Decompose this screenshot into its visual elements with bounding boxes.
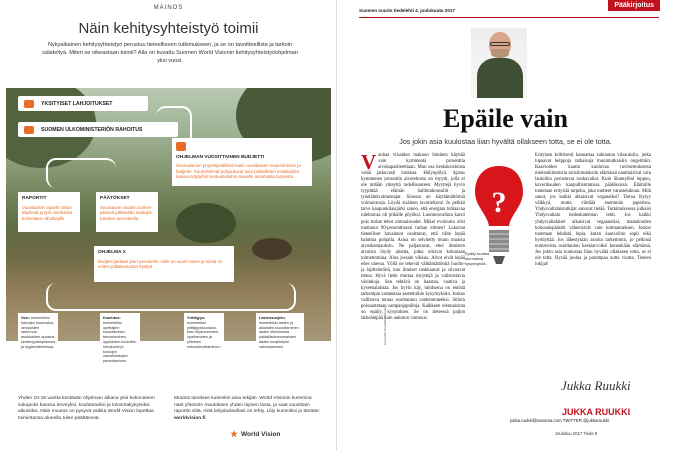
card-title: Yrittäjyys:: [187, 316, 206, 320]
author-portrait: [471, 28, 527, 98]
card-text: esimerkiksi yrittäjyyskoulutus, tuen kirjautuminen, opettaminen ja yhteisen mikrolainoittaminen.: [187, 320, 221, 349]
budget-title: OHJELMAN VUOSITTAINEN BUDJETTI: [176, 154, 265, 160]
flow-arrow: [156, 106, 192, 154]
program-text: Budjetti jaetaan pien perustelle, mille on suurin tarve ja mistä on eniten pitkäkestoista hyötyä.: [98, 258, 223, 270]
author-name: JUKKA RUUKKI: [562, 407, 631, 417]
logo-text: World Vision: [241, 430, 281, 438]
world-vision-logo: [230, 430, 281, 438]
ad-footer-left: Yhden 10-15 vuotta kestävän ohjelman aikana yksi kokonainen sukupolvi kanssa terveyksi, koulutetuiksi ja toimintakykyisiksi aikuisiksi. Näin muutos on pysyvä vaikka World Vision lopettaa toimintansa alueella tulee päättäessä.: [18, 396, 155, 421]
budget-box: [172, 138, 312, 186]
headline: Epäile vain: [443, 104, 568, 133]
card-title: Koulutus:: [103, 316, 121, 320]
program-box: [94, 246, 234, 282]
page-footer: Joulukuu 2017 Tiede 5: [555, 431, 598, 436]
portrait-shirt: [477, 58, 523, 98]
decisions-box: [96, 192, 158, 232]
card-water: [18, 313, 58, 363]
coins-icon: [24, 100, 34, 108]
illustration-caption: Epäily tuottaa olennaisia kysymyksiä.: [465, 251, 490, 266]
card-child-protection: [256, 313, 304, 363]
svg-text:?: ?: [491, 186, 507, 219]
editorial-page: [337, 0, 674, 450]
ministry-banner: [18, 122, 178, 137]
reports-text: Vuosittaiset raportit rahan käytöstä ja työn tuloksista kolmelaan rahoittajille.: [22, 204, 73, 221]
column-1: [361, 150, 465, 322]
author-contact[interactable]: jukka.ruukki@sanoma.com TWITTER @jukkaruukki: [510, 418, 609, 423]
decisions-title: PÄÄTÖKSET: [100, 196, 130, 201]
tree-shape: [176, 203, 236, 243]
flow-arrow: [46, 158, 116, 188]
card-entrepreneurship: [184, 313, 224, 363]
column-1-text: anhaa viisaiden makuun ihminen käyttää vain kymmentä prosenttia aivokapasiteettiaan. Muu osa keskuksistoista vetää jatkuvasti lonkkaa. Hölynpölyä. Ajatus kymmenen prosentin aivotehosta on myytti, jolla ei ole mitään yhteyttä todellisuuteen. Myyttejä hyvin tyypittää elämän hallintakonsultit ja työelämävalmentajat. Sinussa on käyttämättömiä voimavaroja. Löydä sisäinen tavoiteltava! Jo pelkkä tarve kaupunkilaisjärki sanoo, että energiaa tuhlaavaa tulehtavaa oli pitkälle pöyöksi. Luonnonvalinta karsii pois turhat tehot ominaisuudet. Mikei evoluutio olisi tuottanut 90-prosenttisesti turhan elimen? Lukuisat tieteelliset havainnot osoittavat, että välte lepää haluttua pohjalla. Asioa on selvitetty muun muassa aivoskannauksin. Ne paljastavat, ettei ihmisten aivoista löydy alueita, jotka olisivat kokonaan toimettomina. Aina jossain vikkuu. Aivot eivät lepää edes unessa. Yöllä ne tekevät välttämättömiä huolto- ja lajittelutöitä, kun ihmiset tankkaavat ja siivoavat tietoa. Hyvä tiede murtaa myyttejä ja valistustavia väsinkoja. Sen tehtävä on haastaa, vaativa ja kyseenalaistaa. Jos hyvin käy, tuloksena on entistä tarkempia vastauksia asetettuihin kysymyksiin. Joskus vallitseva totuus osoittautuu vanhentuneeksi. Silloin poissaotetaan sampanjapulloja. Kaikkeen olennaisinta on epäily, kysyminen. Se on tieteessä paljon tärkeämpää kuin aukoton varmuus.: [361, 153, 465, 322]
column-2-text: Erityisen kriittisesti kannattaa suhtautua viisauksiin, jotka lupaavat helppoja ratkaisuja monimutkaisiin ongelmiin. Kaavioiden kautta kuuluvaa ravitsemuksessa mielenkiintoisiin tulisiintuloksiin elämässä nauttiaisivat vain lautoihin perustuvat ruokavaliot. Kuin Shamylöni loppuu, kaverikauden kaupullisimmissa päätöksissä. Eläimille tuotetaan erityisiä tarpeita, joka tuotteet varastelukuun. Mitä sanot, jos kaikki alkaisivat veganeiksi? Tietoa löytyy välkkyä, mutta viittäää enemmän paperista. Yhdysvaltalaistutkijat sanovat tietää. Tutkimuksessa julkaisi Yhdysvaltain tiedeakatemian lehti. Jos kaikki yhdysvaltalaiset alkaisivat vegaaneiksi, maatalouden kokonaispäästöt vähenisivät vain kolmanneksen. Joskus tuotetaan lehdistä lupia, kuten kaavioihin sopii eikä hyödyttää. Jos lähestytään asioita tarkemmin, jo pelkistä numeroista osoittautuu keskiarvoiksi kenenkään elämässä. Jos jokin asia kuulostaa liian hyvältä ollakseen totta, se ei ole totta. Hyvää joulua ja parempaa uutta vuotta, Tieteen lukijat!: [535, 153, 651, 267]
publication-line: Suomen suurin tiedelehti 4. joulukuuta 2017: [359, 8, 455, 13]
ad-intro: Nykyaikainen kehitysyhteistyö perustuu tieteelliseen tutkimukseen, ja se on tavoitteellista ja tarkoin säädeltyä. Miten se oikeastaan toimii? Alla on kuvattu Suomen World Visionin kehitysyhteistyöohjelman yksi vuosi.: [42, 42, 298, 64]
ad-kicker: MAINOS: [153, 5, 184, 11]
deck: Jos jokin asia kuulostaa liian hyvältä ollakseen totta, se ei ole totta.: [399, 137, 612, 146]
funding-icon: [24, 126, 34, 134]
card-title: Lastensuojelu:: [259, 316, 286, 320]
budget-text: Suomalainen projektipäällikkö laatii vuosittaisen suunnitelman ja budjetin. Suunnitelmat pohjautuvat aina paikallisten asukkaiden kanssa käytyihin keskusteluihin alueelle annetuista tarpeista.: [176, 163, 301, 180]
ad-cta-text: Muutos tarvitsee kuitenkin aina tekijän. World Visionin kummina näet yhteisön muutoksen yhden lapsen lasta, ja saat vuosittain raportin siitä, mitä lahjoituksellasi on tehty. Liity kummiksi jo tänään:: [174, 396, 320, 414]
card-text: esimerkiksi lasten ja aikuisten kouluttaminen lasten oikeuksista, paikallisviranomaisten lasten suojelutyön vahvistaminen.: [259, 320, 299, 349]
flow-arrow: [46, 283, 296, 311]
dropcap: V: [361, 150, 377, 174]
program-title: OHJELMA X: [98, 250, 126, 255]
ad-footer-right: [174, 396, 322, 422]
reports-box: [18, 192, 80, 232]
card-title: Vesi:: [21, 316, 30, 320]
ad-background-photo: [6, 88, 331, 341]
card-text: esimerkiksi opettajien koulutamisen tehostaminen, oppilaiden kouluihin rekrytointi ja koulujen varustetasojen parantaminen.: [103, 320, 137, 364]
ad-url-link[interactable]: worldvision.fi: [174, 415, 206, 421]
cow-shape: [252, 238, 292, 260]
column-2: [535, 153, 651, 268]
donations-banner: [18, 96, 148, 111]
signature: Jukka Ruukki: [561, 378, 631, 393]
reports-title: RAPORTIT: [22, 196, 47, 201]
donations-label: YKSITYISET LAHJOITUKSET: [41, 100, 113, 107]
logo-star-icon: [230, 430, 238, 438]
card-text: esimerkiksi kaivojen kunnostus, vesipuiden rakennus, asukkaiden opastus kestävyydenpidossa ja hygieniatietoissa.: [21, 316, 56, 349]
decisions-text: Seuraavan vuoden toimenpiteistä päätetään saatujen tulosten perusteella.: [100, 204, 153, 221]
portrait-beard: [491, 49, 509, 58]
section-label: Pääkirjoitus: [608, 0, 660, 11]
ad-title: Näin kehitysyhteistyö toimii: [78, 20, 259, 37]
photo-credit: Kuvat Mia Kivelä/Kuvastudio: [383, 306, 387, 345]
portrait-glasses: [490, 42, 510, 46]
ministry-label: SUOMEN ULKOMINISTERIÖN RAHOITUS: [41, 126, 143, 133]
card-education: [100, 313, 140, 363]
